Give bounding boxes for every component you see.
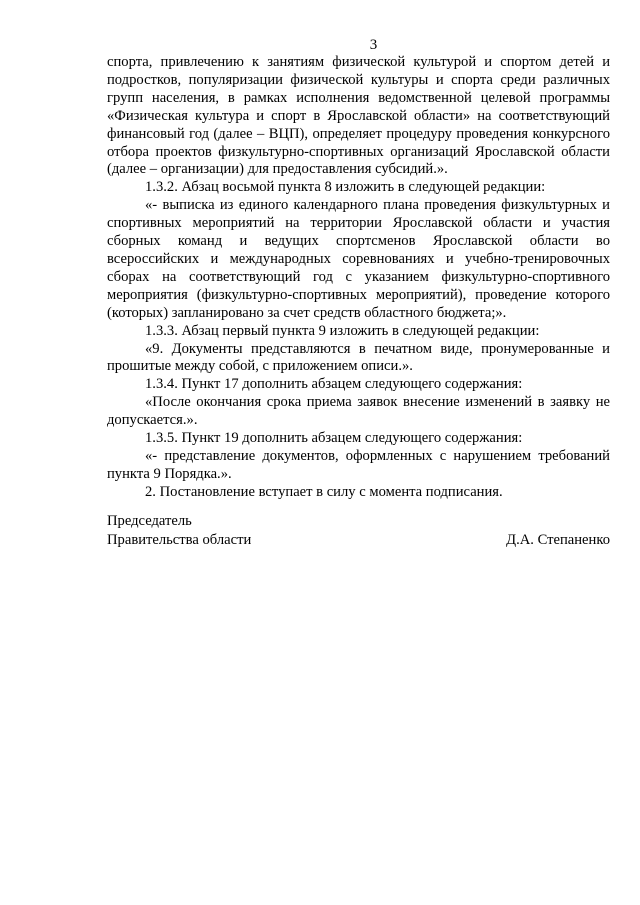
page-number: 3 — [369, 37, 378, 53]
paragraph: 1.3.5. Пункт 19 дополнить абзацем следующего содержания: — [145, 430, 523, 447]
signature-row — [107, 531, 610, 550]
signature-block — [107, 512, 610, 549]
paragraph: «- выписка из единого календарного плана проведения физкультурных и спортивных мероприятий на территории Ярославской области и участия сборных команд и ведущих спортсменов Ярославской области во всероссийских и международных соревнованиях и учебно-тренировочных сборах на соответствующий год с указанием физкультурно-спортивного мероприятия (физкультурно-спортивных мероприятий), проведение которого (которых) запланировано за счет средств областного бюджета;». — [107, 197, 610, 321]
paragraph: «После окончания срока приема заявок внесение изменений в заявку не допускается.». — [107, 394, 610, 429]
document-page — [107, 36, 610, 502]
signatory-title-line2: Правительства области — [107, 531, 252, 548]
signatory-title-line1: Председатель — [107, 513, 192, 529]
paragraph: «- представление документов, оформленных с нарушением требований пункта 9 Порядка.». — [107, 447, 610, 482]
paragraph: «9. Документы представляются в печатном виде, пронумерованные и прошитые между собой, с приложением описи.». — [107, 340, 610, 375]
paragraph: 2. Постановление вступает в силу с момента подписания. — [145, 483, 503, 500]
document-body — [107, 54, 610, 502]
signatory-name: Д.А. Степаненко — [506, 531, 610, 548]
paragraph: 1.3.3. Абзац первый пункта 9 изложить в следующей редакции: — [145, 322, 540, 339]
paragraph: спорта, привлечению к занятиям физической культурой и спортом детей и подростков, популяризации физической культуры и спорта среди различных групп населения, в рамках исполнения ведомственной целевой программы «Физическая культура и спорт в Ярославской области» на соответствующий финансовый год (далее – ВЦП), определяет процедуру проведения конкурсного отбора проектов физкультурно-спортивных организаций Ярославской области (далее – организации) для предоставления субсидий.». — [107, 54, 610, 178]
paragraph: 1.3.2. Абзац восьмой пункта 8 изложить в следующей редакции: — [145, 179, 546, 196]
paragraph: 1.3.4. Пункт 17 дополнить абзацем следующего содержания: — [145, 376, 523, 393]
